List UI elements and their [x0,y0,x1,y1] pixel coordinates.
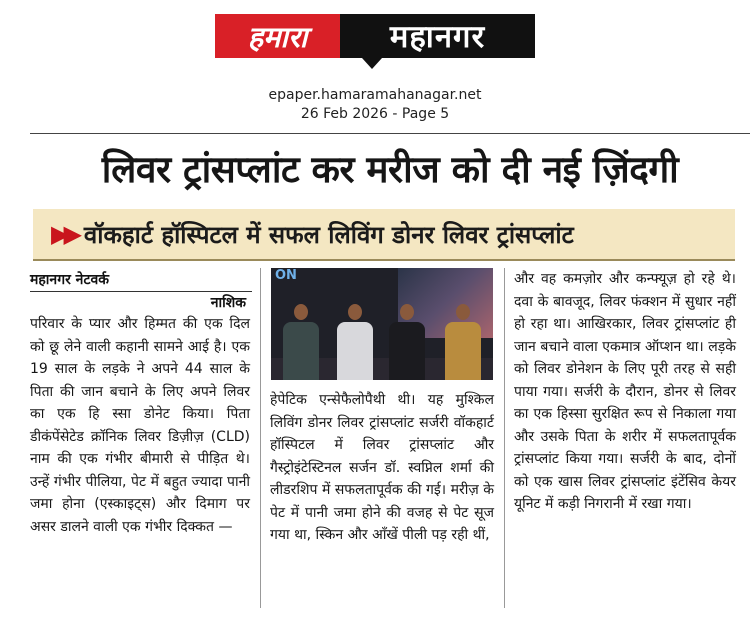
logo-right-text: महानगर [340,14,535,58]
article-subheadline: वॉकहार्ट हॉस्पिटल में सफल लिविंग डोनर लिवर ट्रांसप्लांट [83,220,574,249]
photo-person [283,304,319,380]
dateline: नाशिक [210,295,246,311]
subheadline-underline [33,259,735,261]
photo-person [389,304,425,380]
photo-overlay-text: ON [275,268,297,283]
photo-person [445,304,481,380]
logo-left-text: हमारा [215,14,340,58]
article-headline: लिवर ट्रांसप्लांट कर मरीज को दी नई ज़िंदगी [101,148,679,191]
article-paragraph-3: और वह कमज़ोर और कन्फ्यूज़ हो रहे थे। दवा के बावजूद, लिवर फंक्शन में सुधार नहीं हो रहा था। आखिरकार, लिवर ट्रांसप्लांट ही जान बचाने वाला एकमात्र ऑप्शन था। लड़के को लिवर डोनेशन के लिए पूरी तरह से सही पाया गया। सर्जरी के दौरान, डोनर से लिवर का एक हिस्सा सुरक्षित रूप से निकाला गया और उसके पिता के शरीर में सफलतापूर्वक ट्रांसप्लांट किया गया। सर्जरी के बाद, दोनों को एक खास लिवर ट्रांसप्लांट इंटेंसिव केयर यूनिट में कड़ी निगरानी में रखा गया। [514,271,736,512]
subheadline-band [33,209,735,259]
photo-person [337,304,373,380]
article-paragraph-1: परिवार के प्यार और हिम्मत की एक दिल को छू लेने वाली कहानी सामने आई है। एक 19 साल के लड़के ने अपने 44 साल के पिता की जान बचाने के लिए अपने लिवर का एक हि स्सा डोनेट किया। पिता डीकंपेंसेटेड क्रॉनिक लिवर डिज़ीज़ (CLD) नाम की एक गंभीर बीमारी से पीड़ित थे। उन्हें गंभीर पीलिया, पेट में बहुत ज्यादा पानी जमा होना (एस्काइट्स) और दिमाग पर असर डालने वाली एक गंभीर दिक्कत — [30,316,250,535]
epaper-url: epaper.hamaramahanagar.net [268,87,482,103]
article-photo [271,268,493,380]
double-triangle-arrow-icon: ▶▶ [51,220,76,248]
masthead-logo [215,14,535,58]
byline: महानगर नेटवर्क [30,270,252,292]
column-divider [260,268,261,608]
date-page: 26 Feb 2026 - Page 5 [300,106,450,122]
article-paragraph-2: हेपेटिक एन्सेफैलोपैथी थी। यह मुश्किल लिविंग डोनर लिवर ट्रांसप्लांट सर्जरी वॉकहार्ट हॉस्पिटल में लिवर ट्रांसप्लांट और गैस्ट्रोइंटेस्टिनल सर्जन डॉ. स्वप्निल शर्मा की लीडरशिप में सफलतापूर्वक की गई। मरीज़ के पेट में पानी जमा होने की वजह से पेट सूज गया था, स्किन और आँखें पीली पड़ रही थीं, [270,392,494,543]
column-divider [504,268,505,608]
logo-notch-icon [362,58,382,69]
top-divider [30,133,750,134]
